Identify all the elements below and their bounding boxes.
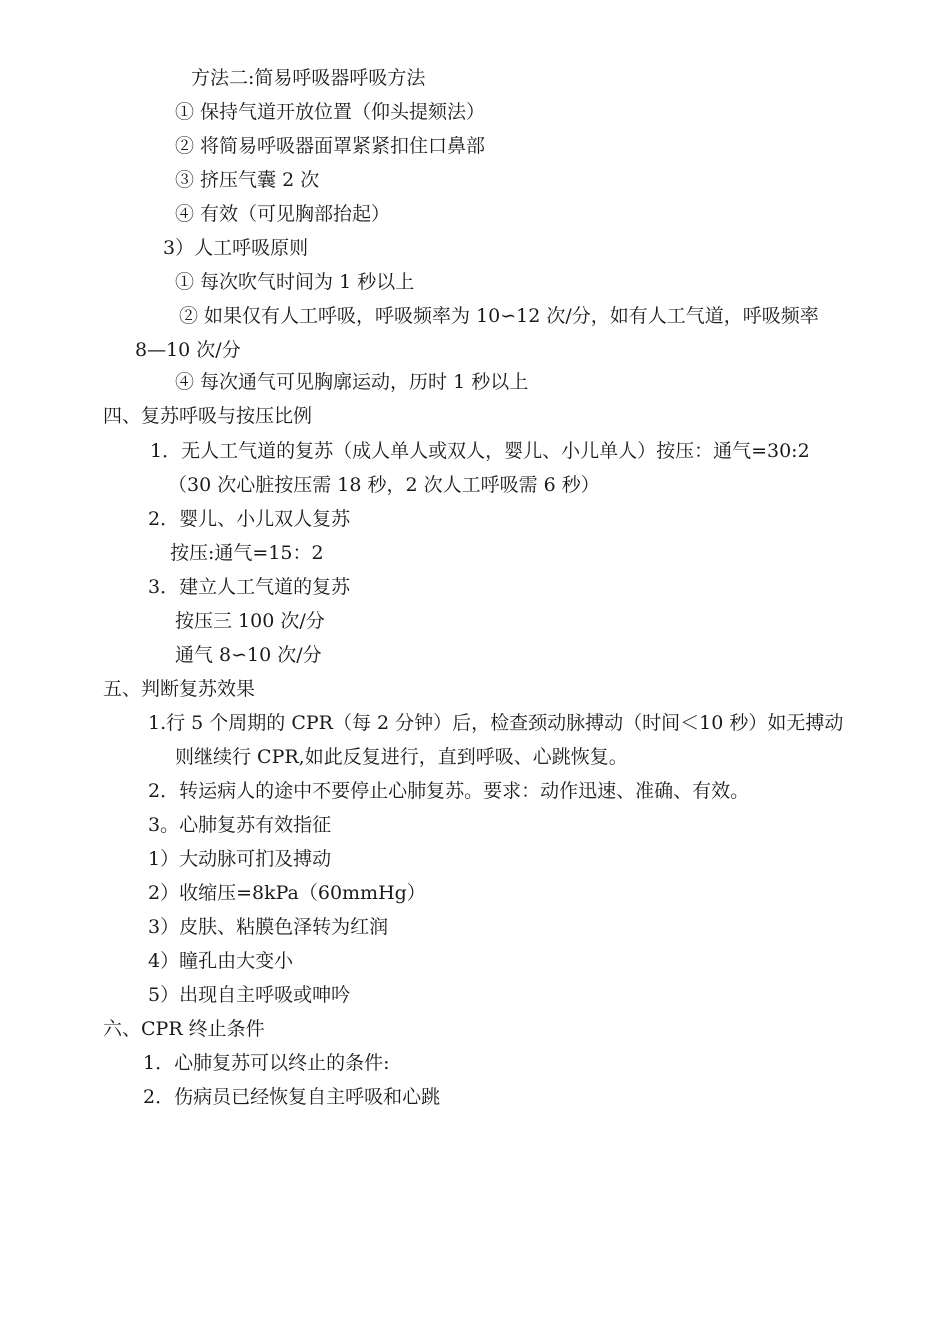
ratio-item-3-ventilation: 通气 8∽10 次/分 — [175, 644, 322, 666]
termination-item-1: 1．心肺复苏可以终止的条件: — [143, 1052, 390, 1074]
indicator-5: 5）出现自主呼吸或呻吟 — [148, 984, 351, 1006]
indicator-1: 1）大动脉可扪及搏动 — [148, 848, 332, 870]
method-two-step-2: ② 将简易呼吸器面罩紧紧扣住口鼻部 — [175, 135, 486, 157]
method-two-step-3: ③ 挤压气囊 2 次 — [175, 169, 320, 191]
effect-item-3: 3。心肺复苏有效指征 — [148, 814, 332, 836]
principle-2-continued: 8—10 次/分 — [135, 339, 241, 361]
section-five-heading: 五、判断复苏效果 — [103, 678, 256, 700]
method-two-heading: 方法二:简易呼吸器呼吸方法 — [191, 67, 426, 89]
principle-1: ① 每次吹气时间为 1 秒以上 — [175, 271, 415, 293]
ratio-item-2: 2．婴儿、小儿双人复苏 — [148, 508, 351, 530]
method-two-step-1: ① 保持气道开放位置（仰头提颏法） — [175, 101, 486, 123]
artificial-respiration-principles-heading: 3）人工呼吸原则 — [163, 237, 309, 259]
effect-item-1-continued: 则继续行 CPR,如此反复进行，直到呼吸、心跳恢复。 — [175, 746, 628, 768]
method-two-step-4: ④ 有效（可见胸部抬起） — [175, 203, 391, 225]
indicator-3: 3）皮肤、粘膜色泽转为红润 — [148, 916, 389, 938]
indicator-4: 4）瞳孔由大变小 — [148, 950, 294, 972]
ratio-item-1: 1．无人工气道的复苏（成人单人或双人，婴儿、小儿单人）按压：通气=30:2 — [150, 440, 810, 462]
ratio-item-3-compression: 按压三 100 次/分 — [175, 610, 325, 632]
effect-item-1: 1.行 5 个周期的 CPR（每 2 分钟）后，检查颈动脉搏动（时间＜10 秒）如无搏动 — [148, 712, 844, 734]
indicator-2: 2）收缩压=8kPa（60mmHg） — [148, 882, 426, 904]
ratio-item-2-value: 按压:通气=15：2 — [170, 542, 324, 564]
ratio-item-1-note: （30 次心脏按压需 18 秒，2 次人工呼吸需 6 秒） — [168, 474, 600, 496]
effect-item-2: 2．转运病人的途中不要停止心肺复苏。要求：动作迅速、准确、有效。 — [148, 780, 750, 802]
section-six-heading: 六、CPR 终止条件 — [103, 1018, 265, 1040]
principle-4: ④ 每次通气可见胸廓运动，历时 1 秒以上 — [175, 371, 529, 393]
termination-item-2: 2．伤病员已经恢复自主呼吸和心跳 — [143, 1086, 441, 1108]
ratio-item-3: 3．建立人工气道的复苏 — [148, 576, 351, 598]
section-four-heading: 四、复苏呼吸与按压比例 — [103, 405, 313, 427]
principle-2: ② 如果仅有人工呼吸，呼吸频率为 10∽12 次/分，如有人工气道，呼吸频率 — [179, 305, 819, 327]
